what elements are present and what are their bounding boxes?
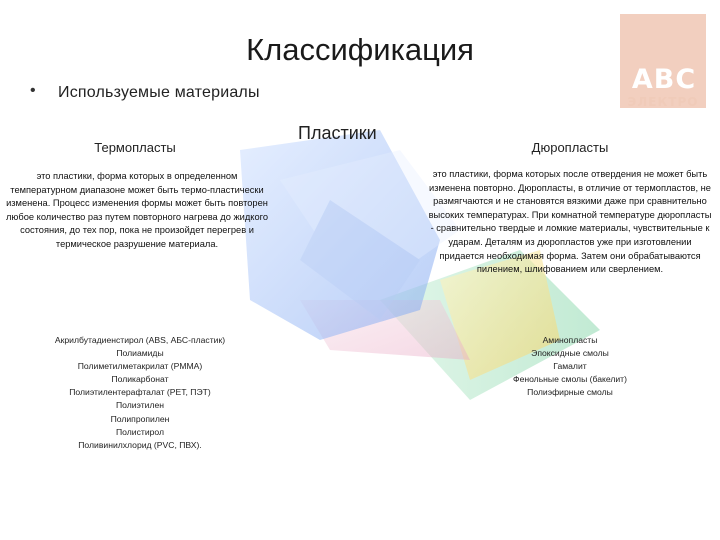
duroplastics-heading: Дюропласты: [531, 140, 609, 155]
list-item: Полиэфирные смолы: [527, 387, 613, 398]
list-item: Полипропилен: [110, 413, 170, 424]
bullet-dot: •: [30, 82, 36, 99]
list-item: Фенольные смолы (бакелит): [513, 374, 627, 385]
list-item: Гамалит: [553, 361, 587, 372]
list-item: Поликарбонат: [111, 374, 169, 385]
duroplastics-description: это пластики, форма которых после отвердения не может быть изменена повторно. Дюропласты, в отличие от термопластов, не размягчаются и не становятся вязкими даже при сравнительно высоких температурах. При комнатной температуре дюропласты - сравнительно твердые и ломкие материалы, чувствительные к ударам. Деталям из дюропластов уже при изготовлении придается необходимая форма. Затем они обрабатываются пилением, шлифованием или сверлением.: [428, 169, 712, 275]
logo-sub-text: ЭЛЕКТРО: [627, 95, 699, 109]
thermoplastics-description: это пластики, форма которых в определенном температурном диапазоне может быть термо-пластически изменена. Процесс изменения формы может быть повторен любое количество раз путем повторного нагрева до жидкого состояния, до тех пор, пока не произойдет перегрев и термическое разрушение материала.: [6, 171, 268, 249]
slide-title: Классификация: [246, 32, 474, 67]
list-item: Полиэтилентерафталат (PET, ПЭТ): [69, 387, 211, 398]
list-item: Полиметилметакрилат (PMMA): [77, 361, 203, 372]
logo-main-text: ABC: [631, 64, 697, 95]
list-item: Акрилбутадиенстирол (ABS, АБС-пластик): [54, 335, 226, 345]
list-item: Полистирол: [116, 426, 164, 437]
list-item: Эпоксидные смолы: [531, 348, 609, 359]
slide-subtitle: Используемые материалы: [58, 84, 260, 101]
abc-electro-logo: [620, 14, 706, 108]
plastics-heading: Пластики: [298, 123, 377, 143]
thermoplastics-list: [20, 334, 260, 452]
list-item: Поливинилхлорид (PVC, ПВХ).: [78, 439, 202, 450]
list-item: Полиамиды: [116, 348, 164, 359]
list-item: Полиэтилен: [115, 400, 165, 411]
duroplastics-list: [480, 334, 660, 399]
thermoplastics-heading: Термопласты: [94, 140, 176, 155]
list-item: Аминопласты: [542, 335, 598, 345]
